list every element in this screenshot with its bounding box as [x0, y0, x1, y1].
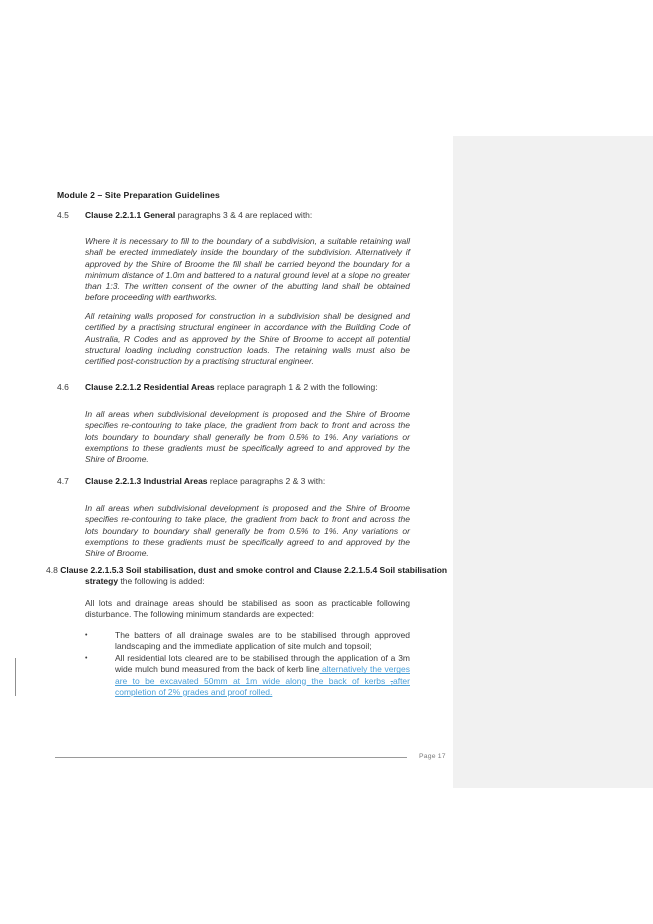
section-heading: Module 2 – Site Preparation Guidelines: [57, 190, 220, 200]
bullet-text: The batters of all drainage swales are to be stabilised through approved landscaping and the immediate application of site mulch and topsoil;: [115, 630, 410, 652]
clause-4-6-heading: [57, 382, 457, 393]
clause-4-7-heading: [57, 476, 457, 487]
clause-title-suffix: replace paragraphs 2 & 3 with:: [207, 476, 326, 486]
clause-4-5-heading: [57, 210, 457, 221]
clause-title-suffix: paragraphs 3 & 4 are replaced with:: [175, 210, 313, 220]
clause-number: 4.7: [57, 476, 69, 486]
clause-title: Clause 2.2.1.2 Residential Areas: [85, 382, 215, 392]
clause-4-5-paragraph-1: Where it is necessary to fill to the boundary of a subdivision, a suitable retaining wall shall be erected immediately inside the boundary of the subdivision. Alternatively if approved by the Shire of Broome the fill shall be carried beyond the boundary for a minimum distance of 1.0m and battered to a natural ground level at a slope no greater than 1:3. The written consent of the owner of the abutting land shall be obtained before proceeding with earthworks.: [85, 236, 410, 303]
clause-title-suffix: replace paragraph 1 & 2 with the following:: [214, 382, 378, 392]
bullet-icon: •: [85, 632, 88, 639]
bullet-text: All residential lots cleared are to be stabilised through the application of a 3m wide mulch bund measured from the back of kerb line: [115, 653, 410, 675]
clause-title: Clause 2.2.1.5.3 Soil stabilisation, dust and smoke control and Clause 2.2.1.5.4 Soil stabilisation strategy: [60, 565, 448, 587]
clause-number: 4.5: [57, 210, 69, 220]
clause-4-8-intro: All lots and drainage areas should be stabilised as soon as practicable following disturbance. The following minimum standards are expected:: [85, 598, 410, 620]
tracked-insertion: after completion of 2% grades and proof rolled.: [115, 675, 410, 697]
clause-number: 4.8: [46, 565, 58, 575]
tracked-insertion: alternatively the verges are to be excavated 50mm at 1m wide along the back of kerbs: [115, 664, 410, 686]
bullet-item-1: [85, 630, 410, 653]
footer-divider: [55, 757, 407, 758]
clause-title-suffix: the following is added:: [118, 576, 205, 587]
clause-4-5-paragraph-2: All retaining walls proposed for construction in a subdivision shall be designed and certified by a practising structural engineer in accordance with the Building Code of Australia, R Codes and as approved by the Shire of Broome to accept all potential structural loading including construction loads. The retaining walls must also be certified post-construction by a practising structural engineer.: [85, 311, 410, 367]
clause-title: Clause 2.2.1.1 General: [85, 210, 176, 220]
revision-change-bar: [15, 658, 16, 696]
tracked-deletion: ,: [390, 675, 393, 686]
clause-4-6-paragraph-1: In all areas when subdivisional development is proposed and the Shire of Broome specifies re-contouring to take place, the gradient from back to front and across the lots boundary to boundary shall generally be from 0.5% to 1%. Any variations or exemptions to these gradients must be specifically agreed to and approved by the Shire of Broome.: [85, 409, 410, 465]
clause-4-7-paragraph-1: In all areas when subdivisional development is proposed and the Shire of Broome specifies re-contouring to take place, the gradient from back to front and across the lots boundary to boundary shall generally be from 0.5% to 1%. Any variations or exemptions to these gradients must be specifically agreed to and approved by the Shire of Broome.: [85, 503, 410, 559]
page-number-label: Page 17: [419, 753, 446, 760]
clause-4-8-heading: [46, 565, 457, 588]
markup-side-panel: [453, 136, 653, 788]
clause-number: 4.6: [57, 382, 69, 392]
bullet-item-2: [85, 653, 410, 698]
bullet-icon: •: [85, 655, 88, 662]
clause-title: Clause 2.2.1.3 Industrial Areas: [85, 476, 208, 486]
